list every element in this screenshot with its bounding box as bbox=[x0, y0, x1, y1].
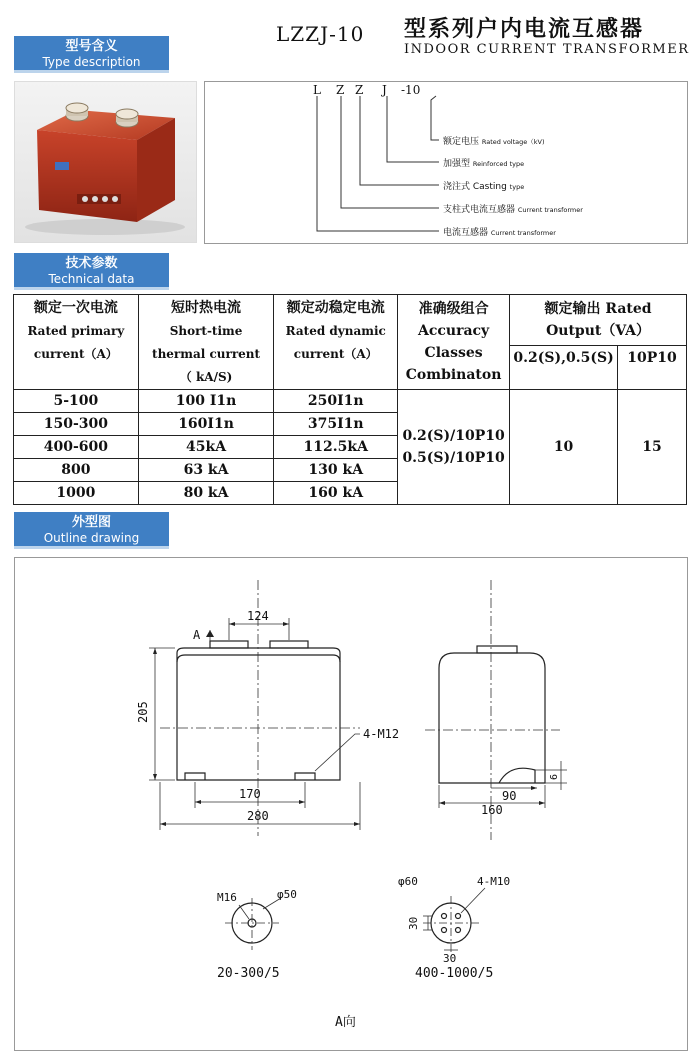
header-cn: 短时热电流 bbox=[171, 300, 242, 316]
header-en: Rated primary bbox=[27, 324, 125, 338]
legend-cn: 电流互感器 bbox=[443, 228, 489, 238]
cell-primary: 400-600 bbox=[14, 436, 139, 459]
header-en: Rated dynamic bbox=[285, 324, 386, 338]
header-output-title: Output（VA） bbox=[546, 322, 650, 339]
legend-en: Current transformer bbox=[517, 206, 583, 214]
header-output-sub-10p10: 10P10 bbox=[618, 345, 687, 389]
page-title-cn: 型系列户内电流互感器 bbox=[404, 17, 645, 42]
legend-en: Reinforced type bbox=[472, 160, 525, 168]
dim-6: 6 bbox=[549, 773, 560, 780]
view-marker-a: A bbox=[193, 628, 201, 642]
legend-current-transformer bbox=[443, 225, 556, 238]
header-output-title: 额定输出 Rated bbox=[544, 300, 652, 317]
header-en: thermal current bbox=[152, 347, 261, 361]
type-code-letter: Z bbox=[355, 83, 364, 97]
cell-thermal: 63 kA bbox=[138, 459, 274, 482]
dim-90: 90 bbox=[502, 789, 517, 803]
legend-cn: 加强型 bbox=[443, 159, 471, 169]
legend-en: Rated voltage（kV) bbox=[481, 138, 545, 146]
label-4-m12: 4-M12 bbox=[363, 727, 400, 741]
dim-205: 205 bbox=[136, 701, 150, 723]
legend-rated-voltage bbox=[443, 134, 545, 147]
dim-170: 170 bbox=[239, 787, 261, 801]
header-rated-dynamic bbox=[274, 295, 398, 390]
header-output-sub-02-05: 0.2(S),0.5(S) bbox=[510, 345, 618, 389]
legend-en: type bbox=[509, 183, 525, 191]
header-short-time-thermal bbox=[138, 295, 274, 390]
type-code-letter: L bbox=[313, 83, 321, 97]
label-20-300: 20-300/5 bbox=[217, 966, 280, 981]
dim-30-vertical: 30 bbox=[407, 916, 420, 930]
cell-primary: 1000 bbox=[14, 482, 139, 505]
header-en: current（A） bbox=[293, 347, 378, 361]
section-tab-cn: 技术参数 bbox=[65, 256, 118, 271]
accuracy-value: 0.5(S)/10P10 bbox=[402, 450, 505, 466]
legend-cn: 支柱式电流互感器 bbox=[443, 205, 516, 215]
section-tab-cn: 外型图 bbox=[71, 515, 111, 530]
legend-post-type bbox=[443, 202, 583, 215]
transformer-illustration bbox=[15, 82, 196, 242]
label-4-m10: 4-M10 bbox=[477, 875, 511, 888]
header-cn: 额定一次电流 bbox=[33, 300, 118, 316]
header-rated-primary bbox=[14, 295, 139, 390]
cell-primary: 150-300 bbox=[14, 413, 139, 436]
cell-primary: 800 bbox=[14, 459, 139, 482]
table-row bbox=[14, 390, 687, 413]
label-a-view: A向 bbox=[335, 1015, 356, 1030]
spec-table bbox=[13, 294, 687, 505]
product-photo bbox=[14, 81, 197, 243]
legend-cn: 浇注式 Casting bbox=[443, 182, 507, 192]
cell-thermal: 160I1n bbox=[138, 413, 274, 436]
header-en: Combinaton bbox=[405, 367, 502, 383]
legend-en: Current transformer bbox=[490, 229, 556, 237]
accuracy-value: 0.2(S)/10P10 bbox=[402, 428, 505, 444]
page-title-en: INDOOR CURRENT TRANSFORMER bbox=[404, 42, 690, 57]
header-cn: 准确级组合 bbox=[418, 301, 489, 317]
cell-primary: 5-100 bbox=[14, 390, 139, 413]
header-en: Short-time bbox=[169, 324, 243, 338]
type-code-letter: Z bbox=[336, 83, 345, 97]
section-tab-technical-data bbox=[14, 253, 169, 290]
label-400-1000: 400-1000/5 bbox=[415, 966, 494, 981]
header-en: Accuracy bbox=[418, 323, 490, 339]
header-en: current（A） bbox=[33, 347, 118, 361]
section-tab-cn: 型号含义 bbox=[65, 39, 118, 54]
label-phi60: φ60 bbox=[398, 875, 418, 888]
legend-cn: 额定电压 bbox=[443, 137, 480, 147]
header-rated-output bbox=[510, 295, 687, 346]
section-tab-type-description bbox=[14, 36, 169, 73]
model-number: LZZJ-10 bbox=[276, 22, 365, 46]
type-code-letter: J bbox=[382, 83, 387, 97]
cell-dynamic: 160 kA bbox=[274, 482, 398, 505]
cell-output-2: 15 bbox=[618, 390, 687, 505]
cell-accuracy bbox=[398, 390, 510, 505]
header-accuracy-classes bbox=[398, 295, 510, 390]
cell-dynamic: 130 kA bbox=[274, 459, 398, 482]
header-en: Classes bbox=[424, 345, 483, 361]
type-code-letter: -10 bbox=[401, 83, 421, 97]
outline-drawing bbox=[15, 558, 687, 1050]
cell-dynamic: 375I1n bbox=[274, 413, 398, 436]
section-tab-en: Outline drawing bbox=[43, 531, 140, 545]
header-cn: 额定动稳定电流 bbox=[286, 300, 385, 316]
cell-thermal: 80 kA bbox=[138, 482, 274, 505]
cell-output-1: 10 bbox=[510, 390, 618, 505]
dim-30-horizontal: 30 bbox=[443, 952, 457, 965]
cell-dynamic: 250I1n bbox=[274, 390, 398, 413]
section-tab-en: Technical data bbox=[48, 272, 135, 286]
legend-casting bbox=[443, 179, 524, 192]
dim-124: 124 bbox=[247, 609, 269, 623]
type-code-box bbox=[204, 81, 688, 244]
dim-160: 160 bbox=[481, 803, 503, 817]
section-tab-outline-drawing bbox=[14, 512, 169, 549]
outline-drawing-box bbox=[14, 557, 688, 1051]
cell-thermal: 45kA bbox=[138, 436, 274, 459]
label-m16: M16 bbox=[217, 891, 237, 904]
section-tab-en: Type description bbox=[42, 55, 141, 69]
cell-thermal: 100 I1n bbox=[138, 390, 274, 413]
cell-dynamic: 112.5kA bbox=[274, 436, 398, 459]
dim-280: 280 bbox=[247, 809, 269, 823]
label-phi50: φ50 bbox=[277, 888, 297, 901]
header-en: （ kA/S) bbox=[179, 370, 233, 384]
legend-reinforced bbox=[443, 156, 524, 169]
